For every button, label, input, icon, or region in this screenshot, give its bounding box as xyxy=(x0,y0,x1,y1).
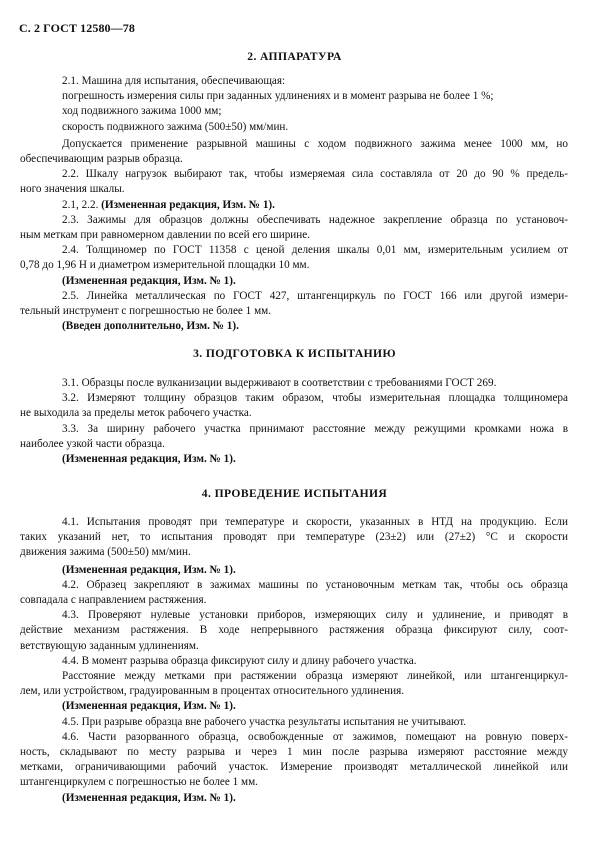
para-2-5-line-1: 2.5. Линейка металлическая по ГОСТ 427, штангенциркуль по ГОСТ 166 или другой измери- xyxy=(62,289,568,302)
para-4-2-line-1: 4.2. Образец закрепляют в зажимах машины по установочным меткам так, чтобы ось образца xyxy=(62,578,568,591)
para-2-1-note-line-2: обеспечивающим разрыв образца. xyxy=(20,153,183,166)
amendment-text: (Измененная редакция, Изм. № 1). xyxy=(101,198,275,211)
amendment-note-4-6: (Измененная редакция, Изм. № 1). xyxy=(62,791,236,804)
para-4-1-line-3: движения зажима (500±50) мм/мин. xyxy=(20,546,191,559)
para-3-2-line-2: не выходила за пределы меток рабочего участка. xyxy=(20,407,252,420)
para-2-1-note-line-1: Допускается применение разрывной машины с ходом подвижного зажима менее 1000 мм, но xyxy=(62,137,568,150)
para-2-4-line-1: 2.4. Толщиномер по ГОСТ 11358 с ценой деления шкалы 0,01 мм, измерительным усилием от xyxy=(62,244,568,257)
para-2-1-item-3: скорость подвижного зажима (500±50) мм/мин. xyxy=(62,120,289,133)
para-3-3-line-2: наиболее узкой части образца. xyxy=(20,437,165,450)
para-4-6-line-2: ность, складывают по месту разрыва и через 1 мин после разрыва измеряют расстояние между xyxy=(20,746,568,759)
para-4-4-note-line-1: Расстояние между метками при растяжении образца измеряют линейкой, или штангенциркул- xyxy=(62,670,568,683)
para-2-2-line-2: ного значения шкалы. xyxy=(20,183,125,196)
para-2-3-line-1: 2.3. Зажимы для образцов должны обеспечивать надежное закрепление образца по установоч- xyxy=(62,213,568,226)
section-preparation-body xyxy=(20,376,568,467)
para-4-4: 4.4. В момент разрыва образца фиксируют силу и длину рабочего участка. xyxy=(62,654,417,667)
amendment-note-3-3: (Измененная редакция, Изм. № 1). xyxy=(62,453,236,466)
para-4-1-line-1: 4.1. Испытания проводят при температуре и скорости, указанных в НТД на продукцию. Если xyxy=(62,516,568,528)
amendment-note-2-5: (Введен дополнительно, Изм. № 1). xyxy=(62,320,239,333)
para-4-6-line-3: метками, ограничивающими рабочий участок. Измерение производят металлической линейкой или xyxy=(20,761,568,774)
para-4-6-line-1: 4.6. Части разорванного образца, освобожденные от зажимов, помещают на ровную поверх- xyxy=(62,730,568,743)
para-4-4-note-line-2: лем, или устройством, градуированным в процентах относительного удлинения. xyxy=(20,685,405,698)
para-4-6-line-4: штангенциркулем с погрешностью не более 1 мм. xyxy=(20,776,258,789)
para-3-1: 3.1. Образцы после вулканизации выдерживают в соответствии с требованиями ГОСТ 269. xyxy=(62,377,497,389)
para-2-1-item-2: ход подвижного зажима 1000 мм; xyxy=(62,105,222,118)
section-apparatus-body xyxy=(20,74,568,334)
amendment-note-2-1-2-2 xyxy=(20,198,568,213)
amendment-note-4-4: (Измененная редакция, Изм. № 1). xyxy=(62,700,236,713)
para-3-3-line-1: 3.3. За ширину рабочего участка принимают расстояние между режущими кромками ножа в xyxy=(62,422,568,435)
amendment-ref: 2.1, 2.2. xyxy=(62,198,102,211)
para-2-1-item-1: погрешность измерения силы при заданных удлинениях и в момент разрыва не более 1 %; xyxy=(62,90,494,103)
para-2-1: 2.1. Машина для испытания, обеспечивающая: xyxy=(62,75,286,87)
para-4-5: 4.5. При разрыве образца вне рабочего участка результаты испытания не учитывают. xyxy=(62,715,467,728)
para-2-3-line-2: ным меткам при равномерном давлении по всей его ширине. xyxy=(20,229,311,242)
section-title-preparation: 3. ПОДГОТОВКА К ИСПЫТАНИЮ xyxy=(193,347,396,360)
section-testing-body xyxy=(20,515,568,806)
para-4-1-line-2: таких указаний нет, то испытания проводят при температуре (23±2) или (27±2) °С и скорости xyxy=(20,531,568,544)
para-4-3-line-1: 4.3. Проверяют нулевые установки приборов, измеряющих силу и удлинение, и приводят в xyxy=(62,609,568,622)
para-2-4-line-2: 0,78 до 1,96 Н и диаметром измерительной площадки 10 мм. xyxy=(20,259,310,272)
section-title-apparatus: 2. АППАРАТУРА xyxy=(247,50,342,63)
para-3-2-line-1: 3.2. Измеряют толщину образцов таким образом, чтобы измерительная площадка толщиномера xyxy=(62,392,568,405)
page-header: С. 2 ГОСТ 12580—78 xyxy=(19,21,135,35)
para-4-2-line-2: совпадала с направлением растяжения. xyxy=(20,594,207,607)
para-2-2-line-1: 2.2. Шкалу нагрузок выбирают так, чтобы измеряемая сила составляла от 20 до 90 % предель- xyxy=(62,168,568,181)
section-title-testing: 4. ПРОВЕДЕНИЕ ИСПЫТАНИЯ xyxy=(201,487,388,500)
amendment-note-4-1: (Измененная редакция, Изм. № 1). xyxy=(62,563,236,576)
para-2-5-line-2: тельный инструмент с погрешностью не более 1 мм. xyxy=(20,305,272,318)
amendment-note-2-4: (Измененная редакция, Изм. № 1). xyxy=(62,274,236,287)
para-4-3-line-2: действие механизм растяжения. В ходе непрерывного растяжения образца фиксируют силу, соот- xyxy=(20,624,568,637)
para-4-3-line-3: ветствующую заданным удлинениям. xyxy=(20,639,199,652)
